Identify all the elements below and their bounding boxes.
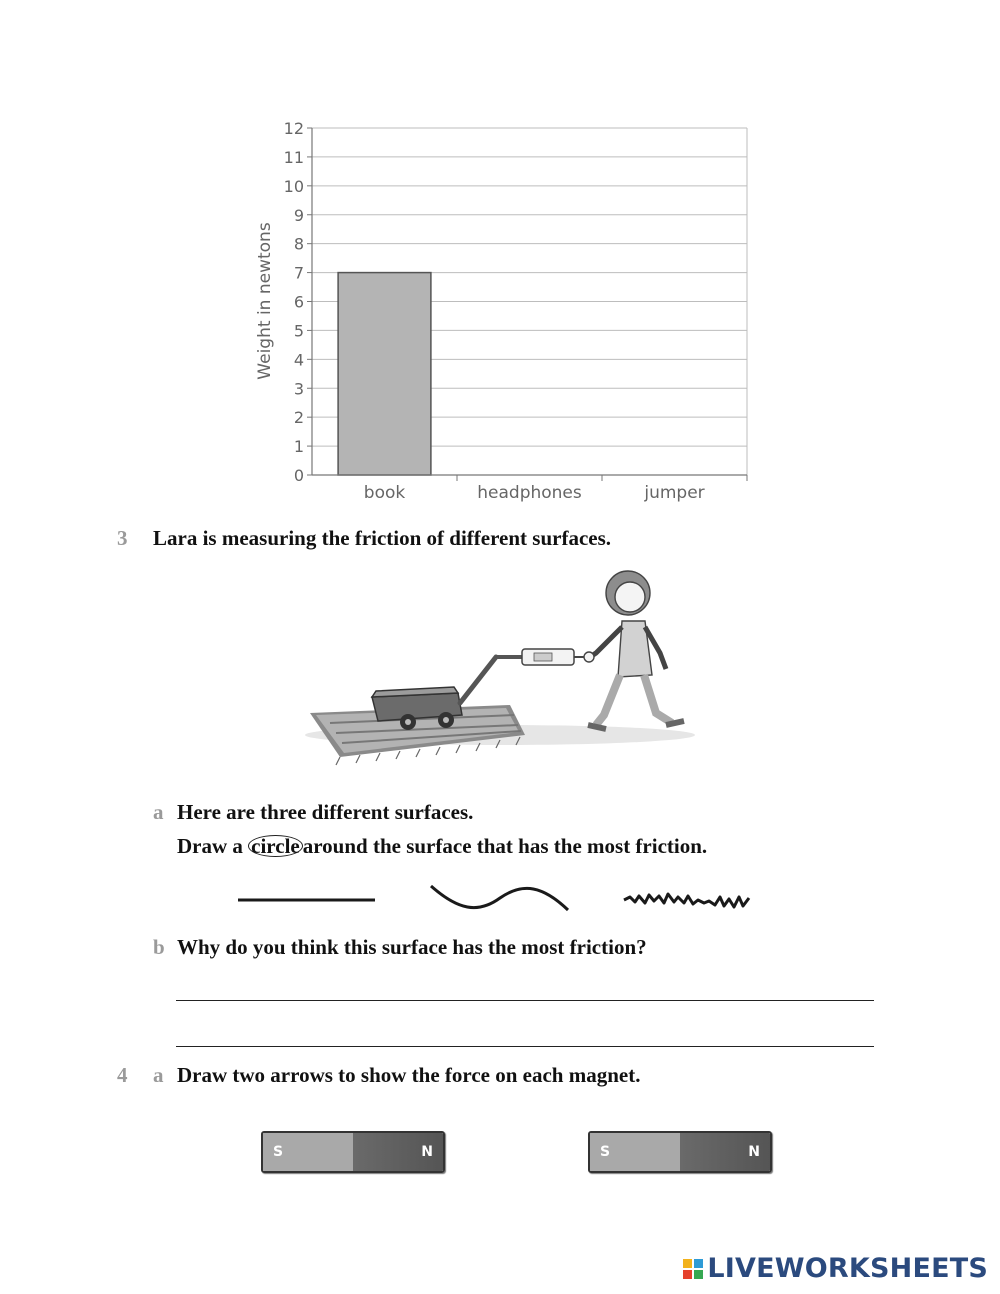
girl-image [584,571,684,729]
x-category-label: headphones [477,483,582,503]
y-tick-label: 12 [283,119,304,138]
question-4a-text: Draw two arrows to show the force on each magnet. [177,1063,641,1087]
question-3-number: 3 [117,526,128,550]
answer-line-1[interactable] [176,1000,874,1001]
y-tick-label: 9 [293,205,304,225]
north-pole: N [353,1133,443,1171]
question-3a-line1: Here are three different surfaces. [177,800,474,824]
y-tick-label: 5 [293,321,304,341]
question-4-number: 4 [117,1063,128,1087]
y-axis-label: Weight in newtons [255,222,275,380]
y-tick-label: 4 [293,350,304,370]
x-category-label: book [363,483,406,503]
y-tick-label: 0 [293,466,304,485]
y-tick-label: 6 [293,292,304,312]
brand-name: LIVEWORKSHEETS [707,1253,988,1284]
x-category-label: jumper [644,483,705,503]
y-tick-label: 2 [293,408,304,428]
question-3a-line2-end: around the surface that has the most friction. [302,834,708,858]
question-3b-label: b [153,935,165,959]
surface-smooth-option[interactable] [235,888,380,912]
liveworksheets-logo [683,1253,988,1284]
north-pole: N [680,1133,770,1171]
south-pole: S [590,1133,680,1171]
question-3a-line2-start: Draw a [177,834,249,858]
logo-grid-icon [683,1259,703,1279]
y-tick-label: 3 [293,379,304,399]
question-3a-label: a [153,800,164,824]
y-tick-label: 8 [293,234,304,254]
circled-word: circle [248,835,303,857]
question-3b-text: Why do you think this surface has the most friction? [177,935,647,959]
y-tick-label: 1 [293,437,304,457]
bar-book [338,273,431,475]
question-4a-label: a [153,1063,164,1087]
weight-bar-chart [240,110,770,510]
south-pole: S [263,1133,353,1171]
answer-line-2[interactable] [176,1046,874,1047]
bar-magnet-right[interactable] [588,1131,772,1173]
question-3a-line2 [177,834,707,859]
friction-illustration [300,565,700,775]
y-tick-label: 11 [283,147,304,167]
bar-magnet-left[interactable] [261,1131,445,1173]
surface-rough-option[interactable] [620,884,765,918]
force-meter-image [522,649,588,665]
question-3-text: Lara is measuring the friction of different surfaces. [153,526,612,550]
y-tick-label: 7 [293,263,304,283]
y-tick-label: 10 [283,176,304,196]
surface-wavy-option[interactable] [428,880,573,920]
